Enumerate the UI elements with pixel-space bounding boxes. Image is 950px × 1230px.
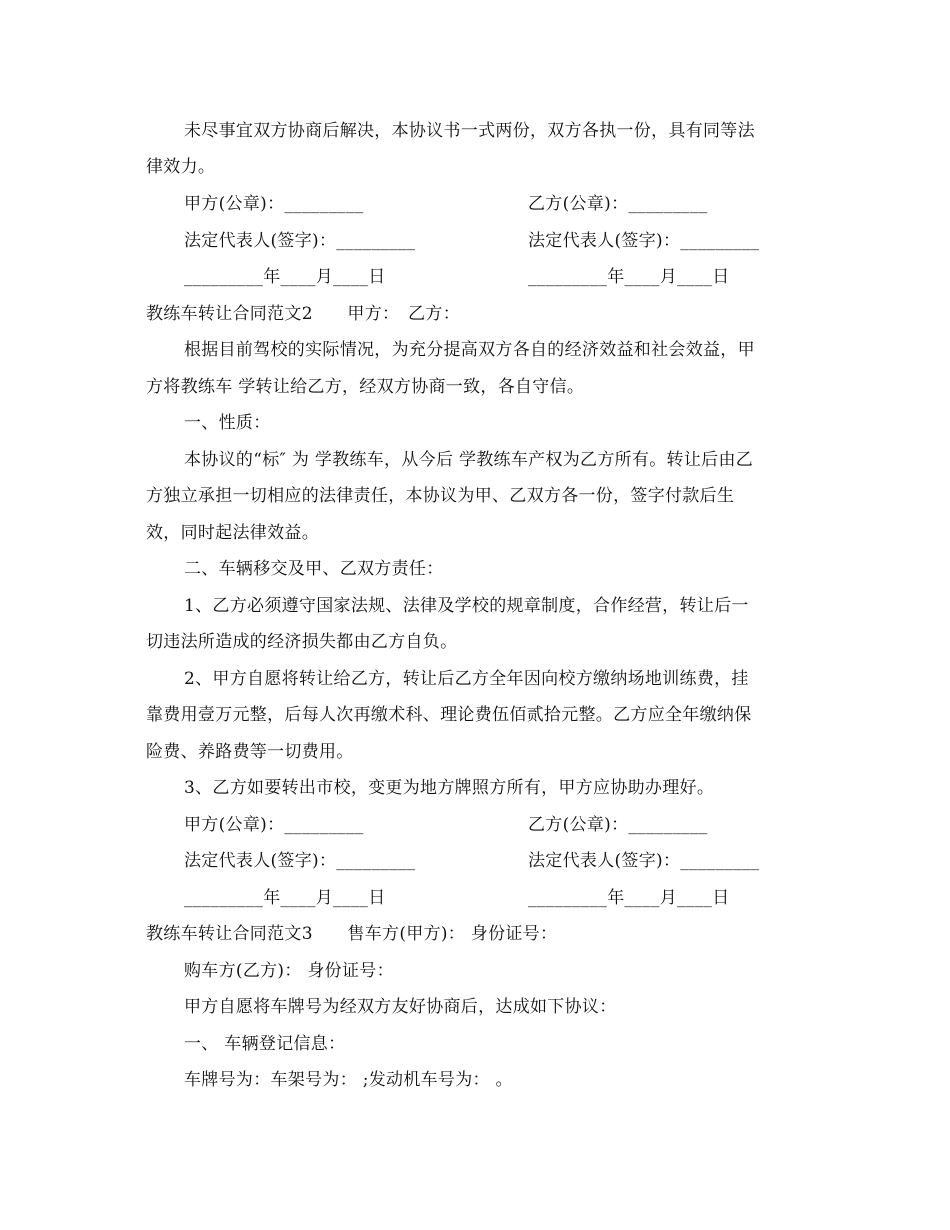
paragraph-line: 效，同时起法律效益。 bbox=[146, 523, 319, 543]
contract-2-heading: 教练车转让合同范文2 甲方： 乙方： bbox=[146, 304, 461, 324]
party-b-representative-field: 法定代表人(签字)：_________ bbox=[528, 231, 760, 251]
party-a-seal-field: 甲方(公章)：_________ bbox=[184, 194, 364, 214]
paragraph-line: 车牌号为：车架号为： ;发动机车号为： 。 bbox=[184, 1070, 513, 1090]
section-heading: 一、 车辆登记信息： bbox=[184, 1034, 346, 1054]
party-b-seal-field: 乙方(公章)：_________ bbox=[528, 194, 708, 214]
party-b-seal-field: 乙方(公章)：_________ bbox=[528, 815, 708, 835]
paragraph-line: 甲方自愿将车牌号为经双方友好协商后，达成如下协议： bbox=[184, 997, 617, 1017]
section-heading: 二、车辆移交及甲、乙双方责任： bbox=[184, 559, 444, 579]
paragraph-line: 1、乙方必须遵守国家法规、法律及学校的规章制度，合作经营，转让后一 bbox=[184, 596, 749, 616]
contract-3-heading: 教练车转让合同范文3 售车方(甲方)： 身份证号： bbox=[146, 924, 558, 944]
party-a-representative-field: 法定代表人(签字)：_________ bbox=[184, 851, 416, 871]
paragraph-line: 律效力。 bbox=[146, 157, 216, 177]
paragraph-line: 3、乙方如要转出市校，变更为地方牌照方所有，甲方应协助办理好。 bbox=[184, 778, 715, 798]
party-a-seal-field: 甲方(公章)：_________ bbox=[184, 815, 364, 835]
paragraph-line: 方将教练车 学转让给乙方，经双方协商一致，各自守信。 bbox=[146, 377, 585, 397]
paragraph-line: 方独立承担一切相应的法律责任，本协议为甲、乙双方各一份，签字付款后生 bbox=[146, 486, 735, 506]
section-heading: 一、性质： bbox=[184, 413, 271, 433]
paragraph-line: 险费、养路费等一切费用。 bbox=[146, 742, 354, 762]
party-b-date-field: _________年____月____日 bbox=[528, 888, 730, 908]
paragraph-line: 购车方(乙方)： 身份证号： bbox=[184, 961, 394, 981]
paragraph-line: 根据目前驾校的实际情况，为充分提高双方各自的经济效益和社会效益，甲 bbox=[184, 340, 755, 360]
paragraph-line: 2、甲方自愿将转让给乙方，转让后乙方全年因向校方缴纳场地训练费，挂 bbox=[184, 669, 749, 689]
paragraph-line: 靠费用壹万元整，后每人次再缴术科、理论费伍佰贰拾元整。乙方应全年缴纳保 bbox=[146, 705, 752, 725]
paragraph-line: 未尽事宜双方协商后解决，本协议书一式两份，双方各执一份，具有同等法 bbox=[184, 121, 755, 141]
party-a-representative-field: 法定代表人(签字)：_________ bbox=[184, 231, 416, 251]
party-b-representative-field: 法定代表人(签字)：_________ bbox=[528, 851, 760, 871]
paragraph-line: 本协议的“标″ 为 学教练车，从今后 学教练车产权为乙方所有。转让后由乙 bbox=[184, 450, 754, 470]
party-a-date-field: _________年____月____日 bbox=[184, 267, 386, 287]
party-b-date-field: _________年____月____日 bbox=[528, 267, 730, 287]
paragraph-line: 切违法所造成的经济损失都由乙方自负。 bbox=[146, 632, 458, 652]
party-a-date-field: _________年____月____日 bbox=[184, 888, 386, 908]
